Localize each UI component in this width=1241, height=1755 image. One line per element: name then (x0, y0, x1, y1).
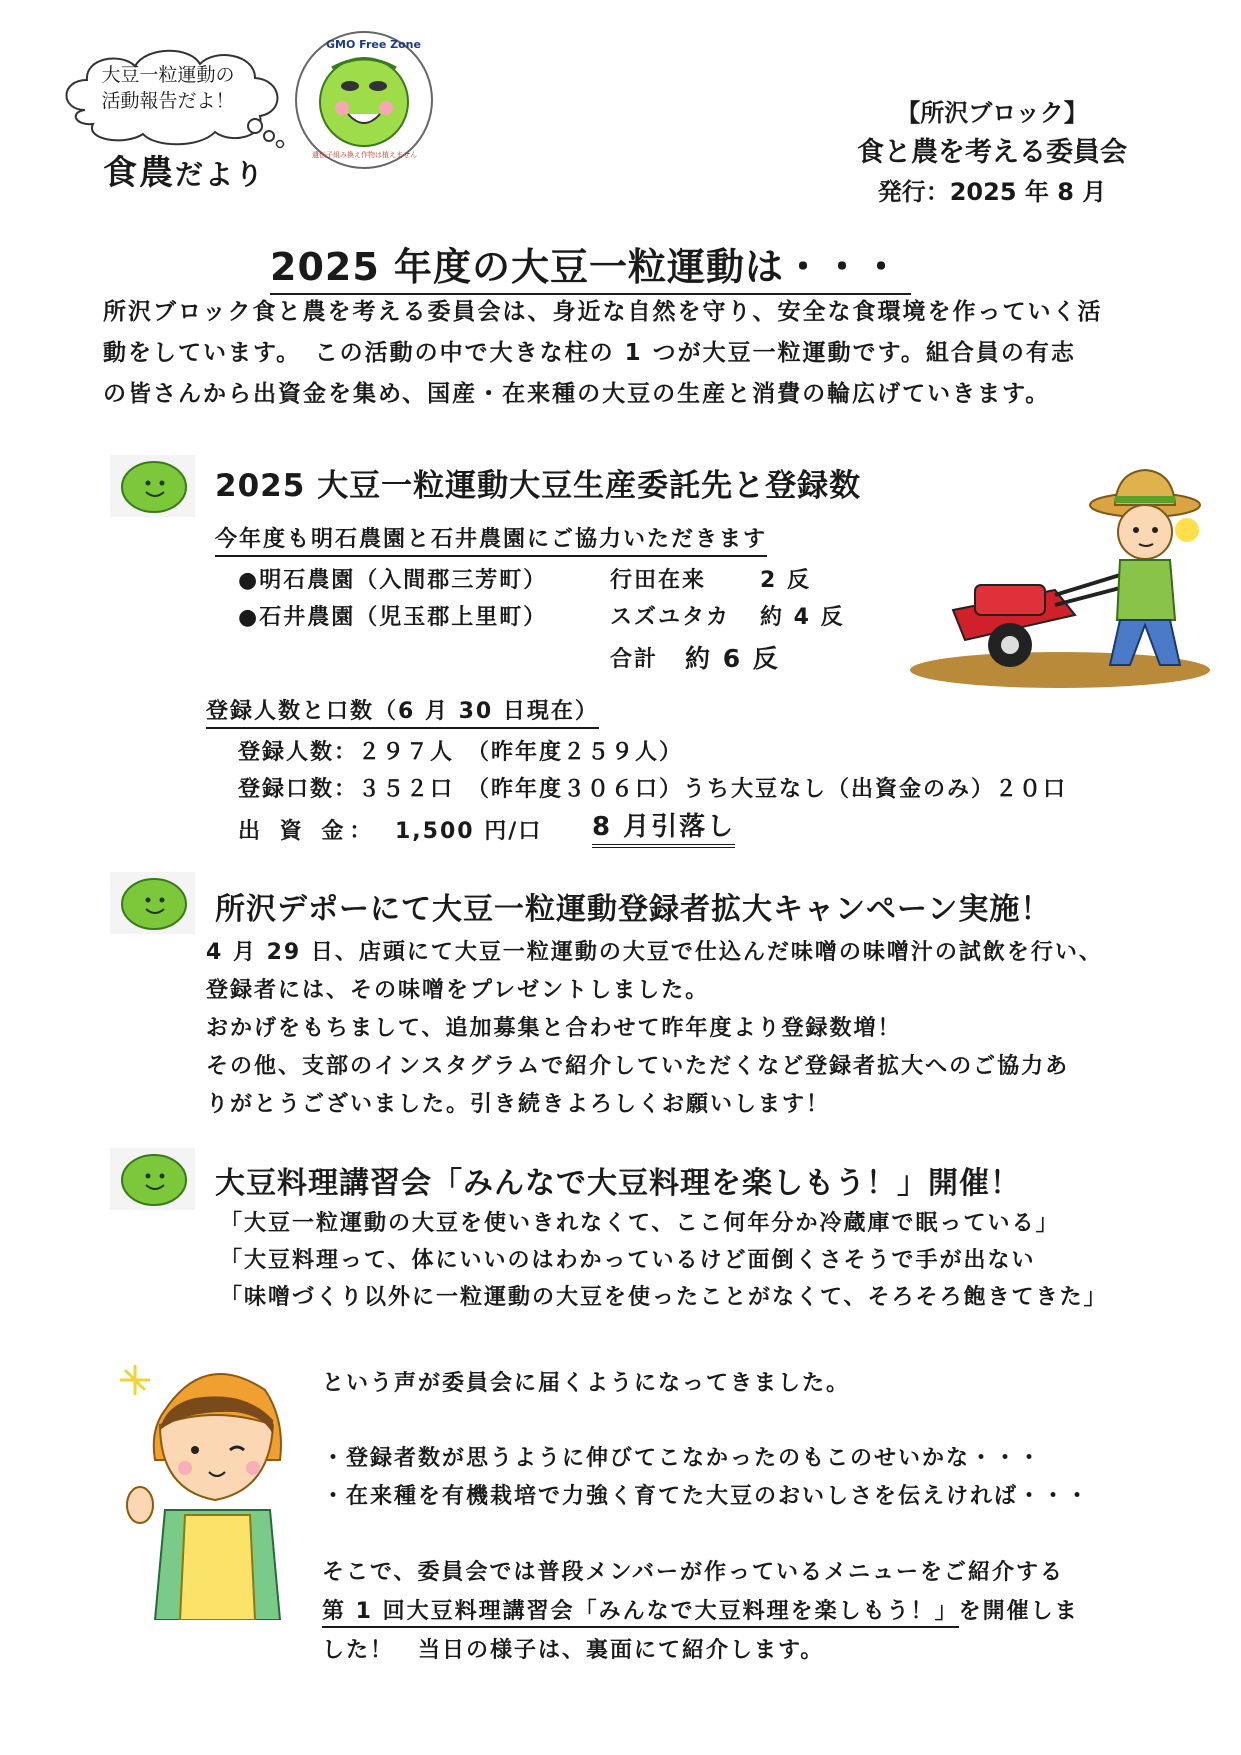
bean-icon (110, 872, 195, 938)
intro-paragraph (103, 292, 1103, 415)
farm-row (238, 563, 547, 594)
event-name: 第 1 回大豆料理講習会「みんなで大豆料理を楽しもう！」 (322, 1599, 959, 1628)
fund-label: 出 資 金： (238, 819, 378, 844)
quote-line: 「味噌づくり以外に一粒運動の大豆を使ったことがなくて、そろそろ飽きてきた」 (220, 1285, 1108, 1310)
registered-units: 登録口数：３５２口 （昨年度３０６口）うち大豆なし（出資金のみ）２０口 (238, 777, 1068, 802)
thought-cloud (55, 40, 290, 150)
debit-note: 8 月引落し (592, 806, 735, 848)
farmer-with-tiller-illustration (905, 460, 1215, 690)
page-title: 2025 年度の大豆一粒運動は・・・ (270, 236, 911, 295)
intro-line-3: の皆さんから出資金を集め、国産・在来種の大豆の生産と消費の輪広げていきます。 (103, 381, 1051, 407)
section2-line: 登録者には、その味噌をプレゼントしました。 (206, 978, 710, 1003)
bullet-item: ・登録者数が思うように伸びてこなかったのもこのせいかな・・・ (322, 1446, 1043, 1471)
total-label: 合計 (610, 647, 659, 672)
section1-heading: 2025 大豆一粒運動大豆生産委託先と登録数 (215, 468, 862, 504)
intro-line-2: 動をしています。 この活動の中で大きな柱の 1 つが大豆一粒運動です。組合員の有志 (103, 340, 1076, 366)
newsletter-title (103, 145, 265, 194)
section2-heading: 所沢デポーにて大豆一粒運動登録者拡大キャンペーン実施！ (215, 892, 1052, 927)
section2-line: その他、支部のインスタグラムで紹介していただくなど登録者拡大へのご協力あ (206, 1054, 1070, 1079)
quote-line: 「大豆料理って、体にいいのはわかっているけど面倒くさそうで手が出ない (220, 1248, 1036, 1273)
fund-value: 1,500 円/口 (395, 819, 543, 844)
gmo-free-badge (292, 28, 437, 173)
section3-heading: 大豆料理講習会「みんなで大豆料理を楽しもう！」開催！ (215, 1166, 1021, 1201)
newsletter-title-main: 食農 (103, 153, 175, 193)
section3-bullets (322, 1440, 1090, 1516)
farm-variety: 行田在来 (610, 568, 707, 593)
section2-line: 4 月 29 日、店頭にて大豆一粒運動の大豆で仕込んだ味噌の味噌汁の試飲を行い、 (206, 940, 1103, 965)
section1-subheading: 今年度も明石農園と石井農園にご協力いただきます (215, 522, 767, 557)
closing-line-3: した！ 当日の様子は、裏面にて紹介します。 (322, 1638, 825, 1663)
farm-variety: スズユタカ (610, 605, 731, 630)
section2-line: りがとうございました。引き続きよろしくお願いします！ (206, 1092, 831, 1117)
registration-heading: 登録人数と口数（6 月 30 日現在） (206, 694, 599, 729)
farm-area: 約 4 反 (760, 605, 845, 630)
farm-row (238, 600, 547, 631)
quote-line: 「大豆一粒運動の大豆を使いきれなくて、ここ何年分か冷蔵庫で眠っている」 (220, 1211, 1060, 1236)
closing-line-1: そこで、委員会では普段メンバーが作っているメニューをご紹介する (322, 1560, 1065, 1585)
cloud-line-1: 大豆一粒運動の (101, 64, 235, 86)
closing-line-2 (322, 1592, 1079, 1631)
bean-icon (110, 455, 195, 521)
block-name: 【所沢ブロック】 (896, 99, 1088, 127)
farm-name: ●明石農園（入間郡三芳町） (238, 568, 548, 593)
farm-area: 2 反 (760, 568, 811, 593)
committee-name: 食と農を考える委員会 (857, 137, 1127, 168)
cloud-line-2: 活動報告だよ！ (101, 90, 235, 112)
total-value: 約 6 反 (685, 644, 780, 673)
registered-people: 登録人数：２９７人 （昨年度２５９人） (238, 740, 684, 765)
badge-subtext: 遺伝子組み換え作物は植えません (312, 151, 417, 159)
section2-body (206, 934, 1103, 1124)
badge-text: GMO Free Zone (326, 38, 421, 51)
bean-icon (110, 1148, 195, 1214)
section2-line: おかげをもちまして、追加募集と合わせて昨年度より登録数増！ (206, 1016, 902, 1041)
voice-line: という声が委員会に届くようになってきました。 (322, 1371, 851, 1396)
farm-name: ●石井農園（児玉郡上里町） (238, 605, 548, 630)
intro-line-1: 所沢ブロック食と農を考える委員会は、身近な自然を守り、安全な食環境を作っていく活 (103, 299, 1103, 325)
section3-closing (322, 1553, 1079, 1670)
issue-date: 発行：2025 年 8 月 (877, 178, 1107, 206)
newsletter-title-suffix: だより (175, 158, 266, 191)
section3-quotes (220, 1205, 1108, 1316)
woman-cook-illustration (105, 1350, 305, 1620)
bullet-item: ・在来種を有機栽培で力強く育てた大豆のおいしさを伝えければ・・・ (322, 1484, 1091, 1509)
closing-line-2-rest: を開催しま (958, 1599, 1079, 1624)
